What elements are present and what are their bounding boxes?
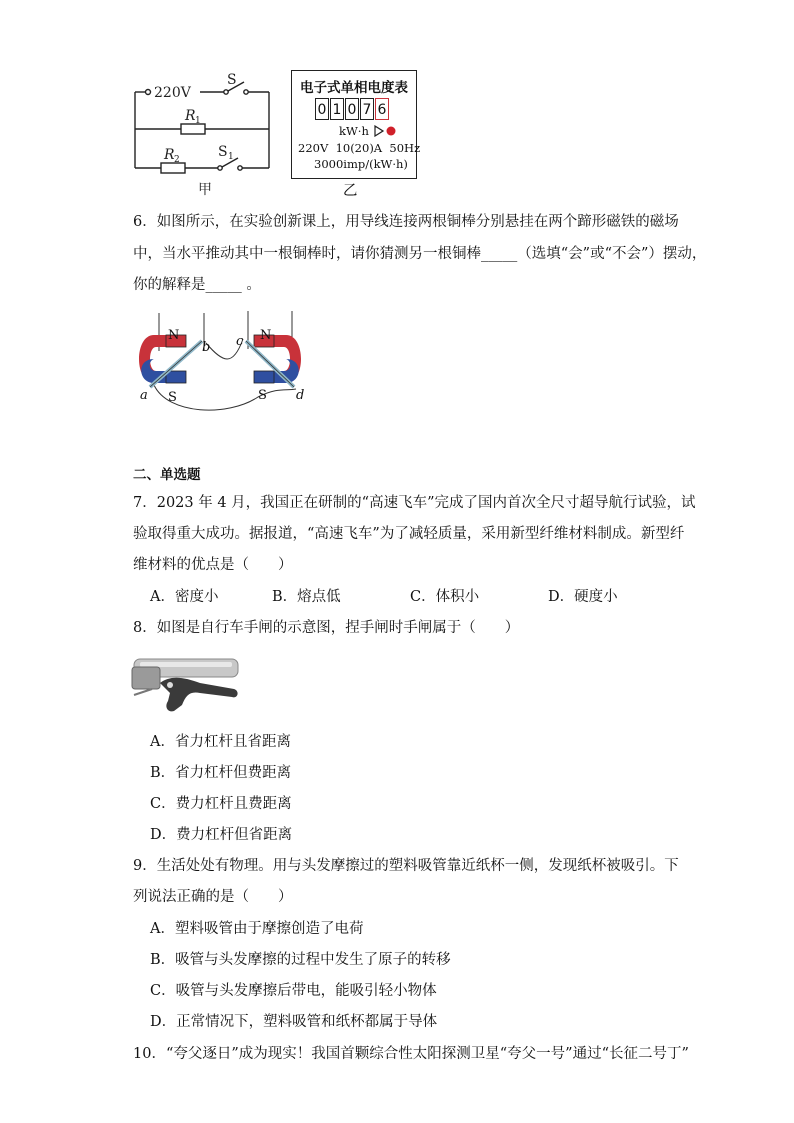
r2-sub: 2 [174, 155, 180, 165]
magnet-figure [128, 305, 328, 415]
label-a: a [140, 388, 148, 403]
energy-meter [291, 70, 421, 179]
meter-spec: 220V 10(20)A 50Hz [298, 141, 421, 155]
label-s-right: S [258, 388, 267, 403]
q9-option-c[interactable]: C．吸管与头发摩擦后带电，能吸引轻小物体 [150, 983, 437, 999]
circuit-diagram [128, 70, 278, 200]
meter-indicator-icon [374, 125, 398, 137]
meter-digit-4: 7 [360, 98, 374, 120]
label-c: c [236, 334, 244, 349]
q9-line1: 9．生活处处有物理。用与头发摩擦过的塑料吸管靠近纸杯一侧，发现纸杯被吸引。下 [133, 858, 679, 874]
q6-line3: 你的解释是_____ 。 [133, 277, 261, 293]
r2-label: R [164, 147, 175, 163]
meter-digit-3: 0 [345, 98, 359, 120]
q7-option-b[interactable]: B．熔点低 [272, 589, 341, 605]
circuit-caption: 甲 [198, 182, 212, 198]
section-title: 二、单选题 [133, 467, 201, 483]
q7-line1: 7．2023 年 4 月，我国正在研制的“高速飞车”完成了国内首次全尺寸超导航行试验，试 [133, 495, 696, 511]
meter-digit-2: 1 [330, 98, 344, 120]
meter-title: 电子式单相电度表 [300, 80, 408, 96]
q8-option-d[interactable]: D．费力杠杆但省距离 [150, 827, 293, 843]
label-n-left: N [168, 328, 180, 343]
voltage-label: 220V [154, 85, 191, 101]
r1-sub: 1 [195, 116, 201, 126]
switch-s1-sub: 1 [228, 152, 234, 162]
label-n-right: N [260, 328, 272, 343]
q8-option-b[interactable]: B．省力杠杆但费距离 [150, 765, 292, 781]
magnets-diagram [128, 305, 328, 415]
right-magnet [246, 335, 301, 387]
q9-option-b[interactable]: B．吸管与头发摩擦的过程中发生了原子的转移 [150, 952, 451, 968]
label-s-left: S [168, 390, 177, 405]
q10-line1: 10．“夸父逐日”成为现实！我国首颗综合性太阳探测卫星“夸父一号”通过“长征二号丁” [133, 1046, 689, 1062]
label-d: d [296, 388, 305, 403]
q7-option-a[interactable]: A．密度小 [150, 589, 219, 605]
q6-line1: 6．如图所示，在实验创新课上，用导线连接两根铜棒分别悬挂在两个蹄形磁铁的磁场 [133, 214, 679, 230]
q9-line2: 列说法正确的是（ ） [133, 889, 293, 905]
q7-line2: 验取得重大成功。据报道，“高速飞车”为了减轻质量，采用新型纤维材料制成。新型纤 [133, 526, 685, 542]
q6-line2: 中，当水平推动其中一根铜棒时，请你猜测另一根铜棒_____（选填“会”或“不会”）摆动， [133, 246, 707, 262]
q9-option-d[interactable]: D．正常情况下，塑料吸管和纸杯都属于导体 [150, 1014, 438, 1030]
meter-digit-5: 6 [375, 98, 389, 120]
meter-imp: 3000imp/(kW·h) [314, 157, 408, 171]
q9-option-a[interactable]: A．塑料吸管由于摩擦创造了电荷 [150, 921, 364, 937]
brake-lever-figure [130, 655, 242, 715]
q7-option-d[interactable]: D．硬度小 [548, 589, 618, 605]
q8-option-c[interactable]: C．费力杠杆且费距离 [150, 796, 292, 812]
circuit-figure [128, 70, 278, 200]
meter-unit: kW·h [339, 124, 369, 138]
r1-label: R [185, 108, 196, 124]
meter-digit-1: 0 [315, 98, 329, 120]
meter-caption: 乙 [343, 183, 358, 199]
switch-s-label: S [227, 72, 237, 88]
meter-digits [315, 98, 393, 120]
q8-stem: 8．如图是自行车手闸的示意图，捏手闸时手闸属于（ ） [133, 620, 520, 636]
q7-line3: 维材料的优点是（ ） [133, 557, 293, 573]
q7-option-c[interactable]: C．体积小 [410, 589, 480, 605]
switch-s1-label: S [218, 144, 228, 160]
brake-lever-icon [130, 655, 242, 715]
q8-option-a[interactable]: A．省力杠杆且省距离 [150, 734, 291, 750]
label-b: b [202, 340, 211, 355]
